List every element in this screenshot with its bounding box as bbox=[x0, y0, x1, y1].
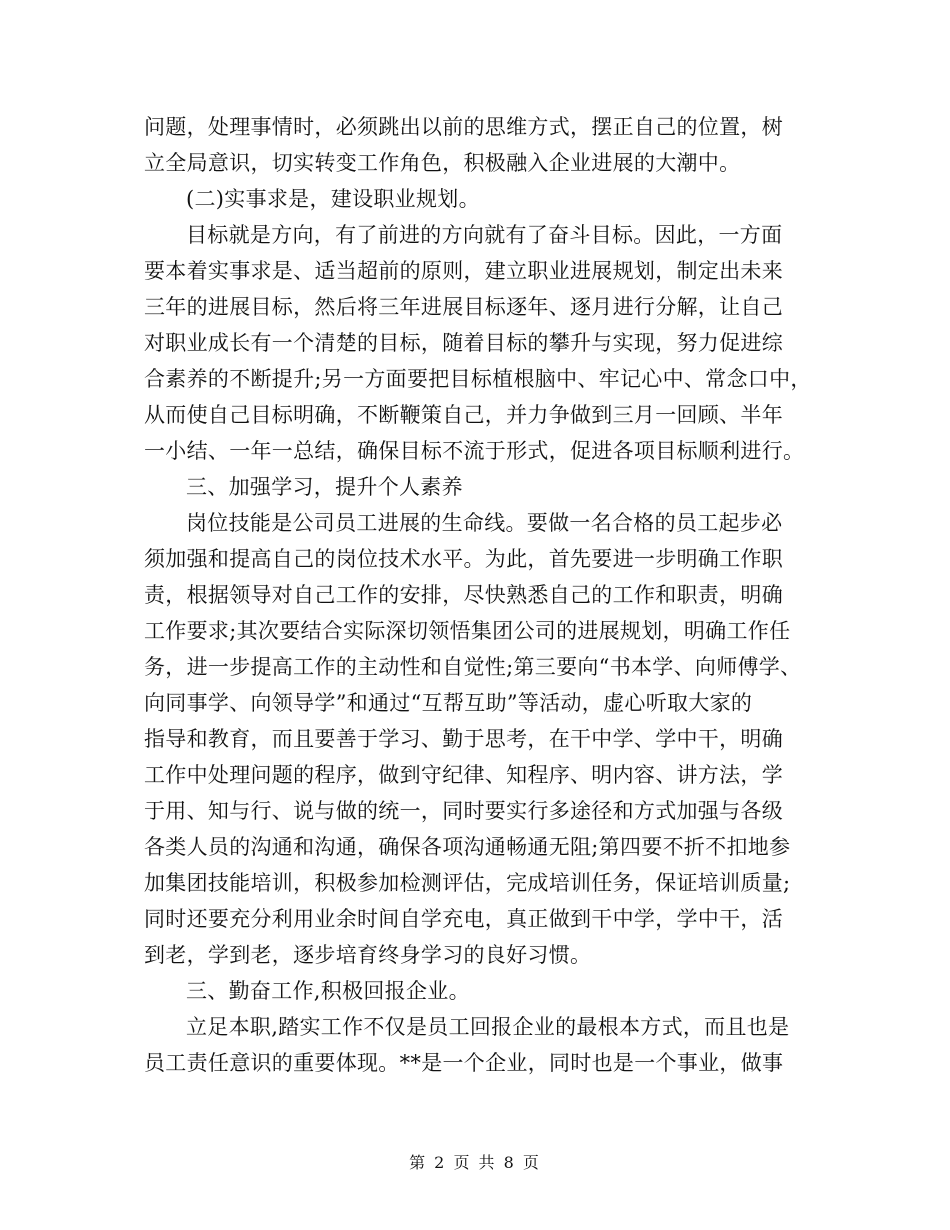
body-line: 工作中处理问题的程序，做到守纪律、知程序、明内容、讲方法，学 bbox=[144, 763, 783, 787]
body-line: 问题，处理事情时，必须跳出以前的思维方式，摆正自己的位置，树 bbox=[144, 115, 783, 139]
body-line: 目标就是方向，有了前进的方向就有了奋斗目标。因此，一方面 bbox=[186, 223, 783, 247]
body-line: 立全局意识，切实转变工作角色，积极融入企业进展的大潮中。 bbox=[144, 151, 741, 175]
body-line: 须加强和提高自己的岗位技术水平。为此，首先要进一步明确工作职 bbox=[144, 547, 783, 571]
body-line: 三年的进展目标，然后将三年进展目标逐年、逐月进行分解，让自己 bbox=[144, 295, 783, 319]
body-line: 加集团技能培训，积极参加检测评估，完成培训任务，保证培训质量; bbox=[144, 871, 791, 895]
body-line: 从而使自己目标明确，不断鞭策自己，并力争做到三月一回顾、半年 bbox=[144, 403, 783, 427]
body-line: 指导和教育，而且要善于学习、勤于思考，在干中学、学中干，明确 bbox=[144, 727, 783, 751]
section-heading: 三、加强学习，提升个人素养 bbox=[186, 475, 463, 499]
body-line: 各类人员的沟通和沟通，确保各项沟通畅通无阻;第四要不折不扣地参 bbox=[144, 835, 791, 859]
page-footer: 第 2 页 共 8 页 bbox=[409, 1153, 541, 1172]
body-line: 向同事学、向领导学”和通过“互帮互助”等活动，虚心听取大家的 bbox=[144, 691, 753, 715]
body-line: 立足本职,踏实工作不仅是员工回报企业的最根本方式，而且也是 bbox=[186, 1015, 790, 1039]
body-line: 岗位技能是公司员工进展的生命线。要做一名合格的员工起步必 bbox=[186, 511, 783, 535]
body-line: 一小结、一年一总结，确保目标不流于形式，促进各项目标顺利进行。 bbox=[144, 439, 805, 463]
body-line: 对职业成长有一个清楚的目标，随着目标的攀升与实现，努力促进综 bbox=[144, 331, 783, 355]
section-heading: 三、勤奋工作,积极回报企业。 bbox=[186, 979, 470, 1003]
body-line: 同时还要充分利用业余时间自学充电，真正做到干中学，学中干，活 bbox=[144, 907, 783, 931]
body-line: 工作要求;其次要结合实际深切领悟集团公司的进展规划，明确工作任 bbox=[144, 619, 791, 643]
body-line: 到老，学到老，逐步培育终身学习的良好习惯。 bbox=[144, 943, 592, 967]
body-line: 合素养的不断提升;另一方面要把目标植根脑中、牢记心中、常念口中， bbox=[144, 367, 812, 391]
section-heading: (二)实事求是，建设职业规划。 bbox=[186, 187, 480, 211]
body-line: 员工责任意识的重要体现。**是一个企业，同时也是一个事业，做事 bbox=[144, 1051, 784, 1075]
body-line: 要本着实事求是、适当超前的原则，建立职业进展规划，制定出未来 bbox=[144, 259, 783, 283]
body-line: 责，根据领导对自己工作的安排，尽快熟悉自己的工作和职责，明确 bbox=[144, 583, 783, 607]
body-line: 于用、知与行、说与做的统一，同时要实行多途径和方式加强与各级 bbox=[144, 799, 783, 823]
body-line: 务，进一步提高工作的主动性和自觉性;第三要向“书本学、向师傅学、 bbox=[144, 655, 802, 679]
